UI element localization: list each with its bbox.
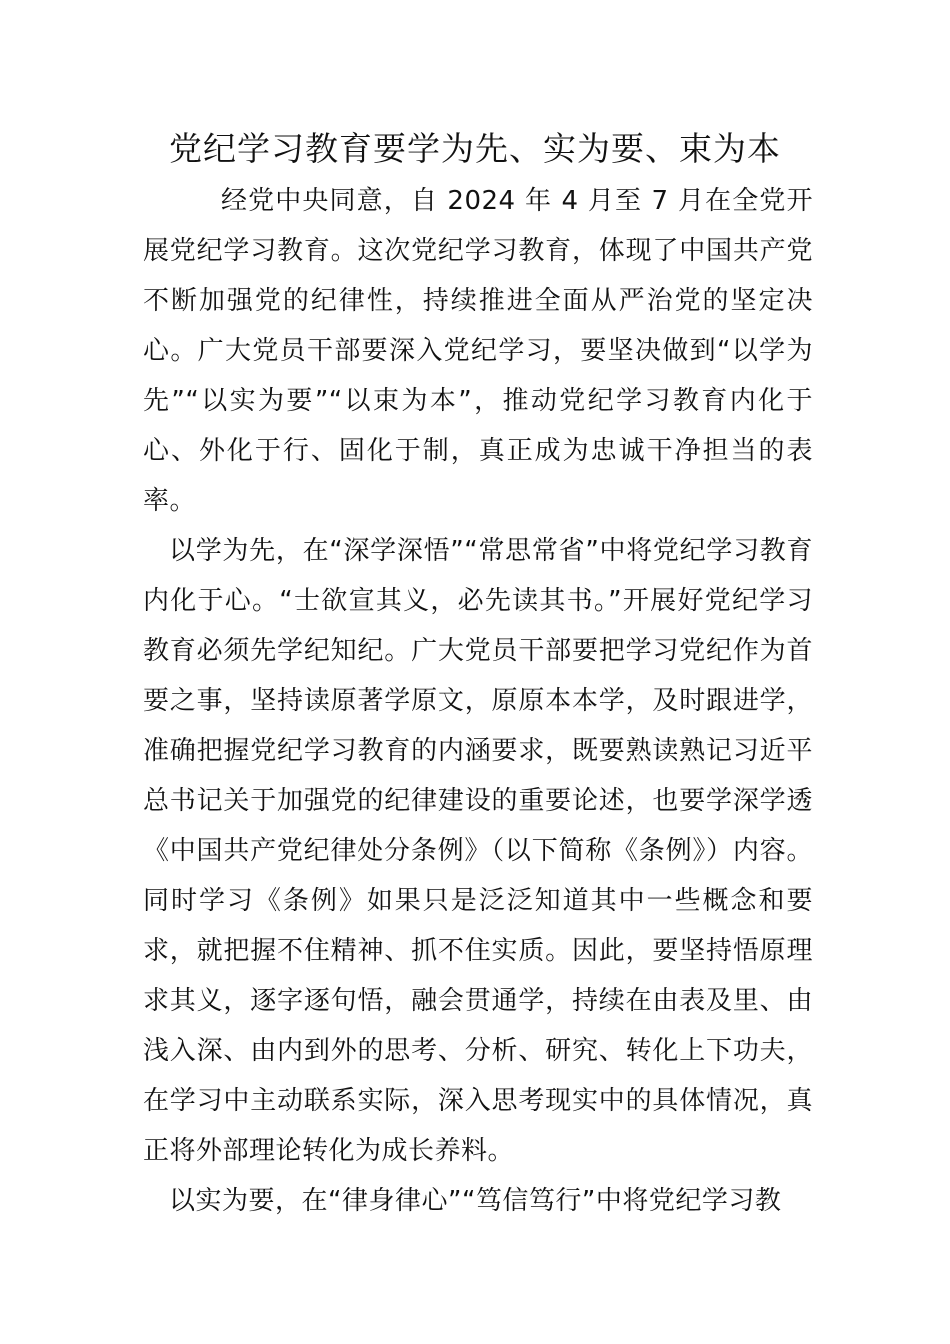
document-title: 党纪学习教育要学为先、实为要、束为本	[169, 129, 781, 168]
paragraph-intro: 经党中央同意，自 2024 年 4 月至 7 月在全党开展党纪学习教育。这次党纪学习教育，体现了中国共产党不断加强党的纪律性，持续推进全面从严治党的坚定决心。广大党员干部要深入党纪学习，要坚决做到“以学为先”“以实为要”“以束为本”，推动党纪学习教育内化于心、外化于行、固化于制，真正成为忠诚干净担当的表率。	[143, 186, 813, 516]
paragraph-practice-key: 以实为要，在“律身律心”“笃信笃行”中将党纪学习教	[169, 1186, 782, 1216]
document-body	[143, 176, 813, 1226]
paragraph-study-first: 以学为先，在“深学深悟”“常思常省”中将党纪学习教育内化于心。“士欲宣其义，必先读其书。”开展好党纪学习教育必须先学纪知纪。广大党员干部要把学习党纪作为首要之事，坚持读原著学原文，原原本本学，及时跟进学，准确把握党纪学习教育的内涵要求，既要熟读熟记习近平总书记关于加强党的纪律建设的重要论述，也要学深学透《中国共产党纪律处分条例》（以下简称《条例》）内容。同时学习《条例》如果只是泛泛知道其中一些概念和要求，就把握不住精神、抓不住实质。因此，要坚持悟原理求其义，逐字逐句悟，融会贯通学，持续在由表及里、由浅入深、由内到外的思考、分析、研究、转化上下功夫，在学习中主动联系实际，深入思考现实中的具体情况，真正将外部理论转化为成长养料。	[143, 536, 813, 1166]
